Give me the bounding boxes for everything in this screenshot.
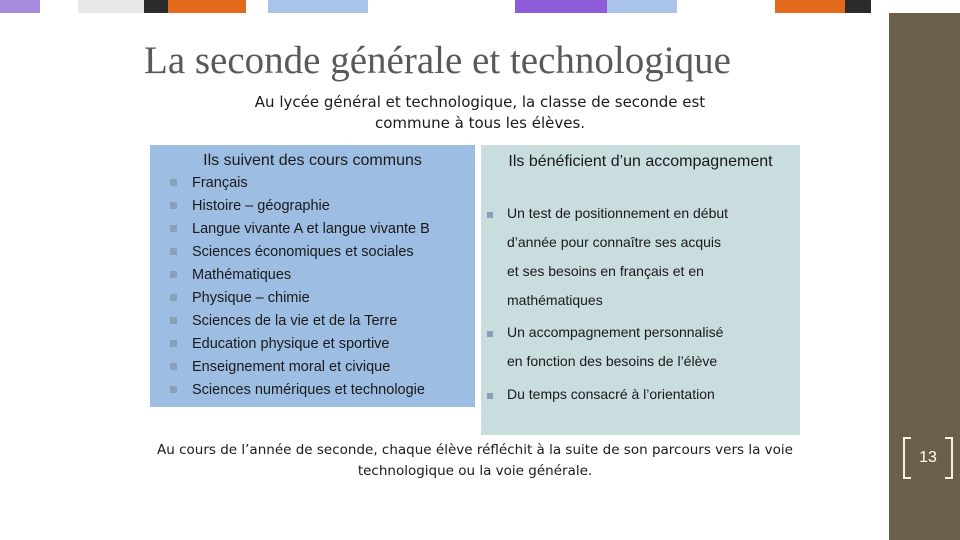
color-segment [0, 0, 40, 13]
list-item-label: Mathématiques [192, 267, 292, 283]
color-segment [607, 0, 677, 13]
list-item [170, 359, 390, 375]
slide-footer: Au cours de l’année de seconde, chaque élève réfléchit à la suite de son parcours vers la voie technologique ou la voie générale. [157, 442, 793, 479]
list-item-label: Sciences économiques et sociales [192, 244, 414, 260]
square-bullet-icon [487, 393, 493, 399]
list-item-label: Physique – chimie [192, 290, 310, 306]
square-bullet-icon [170, 179, 177, 186]
common-courses-heading: Ils suivent des cours communs [203, 152, 422, 169]
list-item-label: Langue vivante A et langue vivante B [192, 221, 430, 237]
color-segment [268, 0, 368, 13]
support-panel [481, 145, 800, 435]
list-item-label: Education physique et sportive [192, 336, 390, 352]
color-segment [845, 0, 871, 13]
page-number: 13 [919, 449, 937, 466]
color-segment [515, 0, 607, 13]
square-bullet-icon [170, 317, 177, 324]
color-segment [78, 0, 144, 13]
list-item [170, 221, 430, 237]
square-bullet-icon [170, 271, 177, 278]
color-segment [168, 0, 246, 13]
list-item [170, 267, 291, 283]
slide-subtitle: Au lycée général et technologique, la classe de seconde est commune à tous les élèves. [254, 93, 706, 132]
square-bullet-icon [170, 202, 177, 209]
color-segment [144, 0, 168, 13]
list-item [170, 336, 390, 352]
square-bullet-icon [487, 212, 493, 218]
square-bullet-icon [487, 331, 493, 337]
support-item [507, 325, 723, 383]
list-item [170, 244, 414, 260]
top-color-bar [0, 0, 960, 13]
support-item-line: en fonction des besoins de l’élève [507, 353, 718, 369]
support-item [507, 387, 715, 416]
page-number-box [903, 437, 953, 479]
square-bullet-icon [170, 225, 177, 232]
color-segment [775, 0, 845, 13]
support-item-line: mathématiques [507, 292, 603, 308]
square-bullet-icon [170, 248, 177, 255]
support-heading: Ils bénéficient d’un accompagnement [508, 153, 773, 170]
support-item-line: Un test de positionnement en début [507, 205, 729, 221]
square-bullet-icon [170, 386, 177, 393]
list-item-label: Français [192, 175, 248, 191]
list-item-label: Sciences de la vie et de la Terre [192, 313, 398, 329]
support-item-line: d’année pour connaître ses acquis [507, 234, 722, 250]
list-item-label: Sciences numériques et technologie [192, 382, 425, 398]
list-item [170, 313, 397, 329]
list-item [170, 175, 248, 191]
support-item [507, 206, 728, 322]
square-bullet-icon [170, 363, 177, 370]
support-item-line: Un accompagnement personnalisé [507, 324, 724, 340]
list-item [170, 382, 425, 398]
slide-title: La seconde générale et technologique [144, 39, 731, 82]
square-bullet-icon [170, 340, 177, 347]
support-item-line: Du temps consacré à l’orientation [507, 386, 715, 402]
list-item [170, 198, 330, 214]
list-item [170, 290, 310, 306]
square-bullet-icon [170, 294, 177, 301]
list-item-label: Enseignement moral et civique [192, 359, 391, 375]
support-item-line: et ses besoins en français et en [507, 263, 704, 279]
list-item-label: Histoire – géographie [192, 198, 330, 214]
